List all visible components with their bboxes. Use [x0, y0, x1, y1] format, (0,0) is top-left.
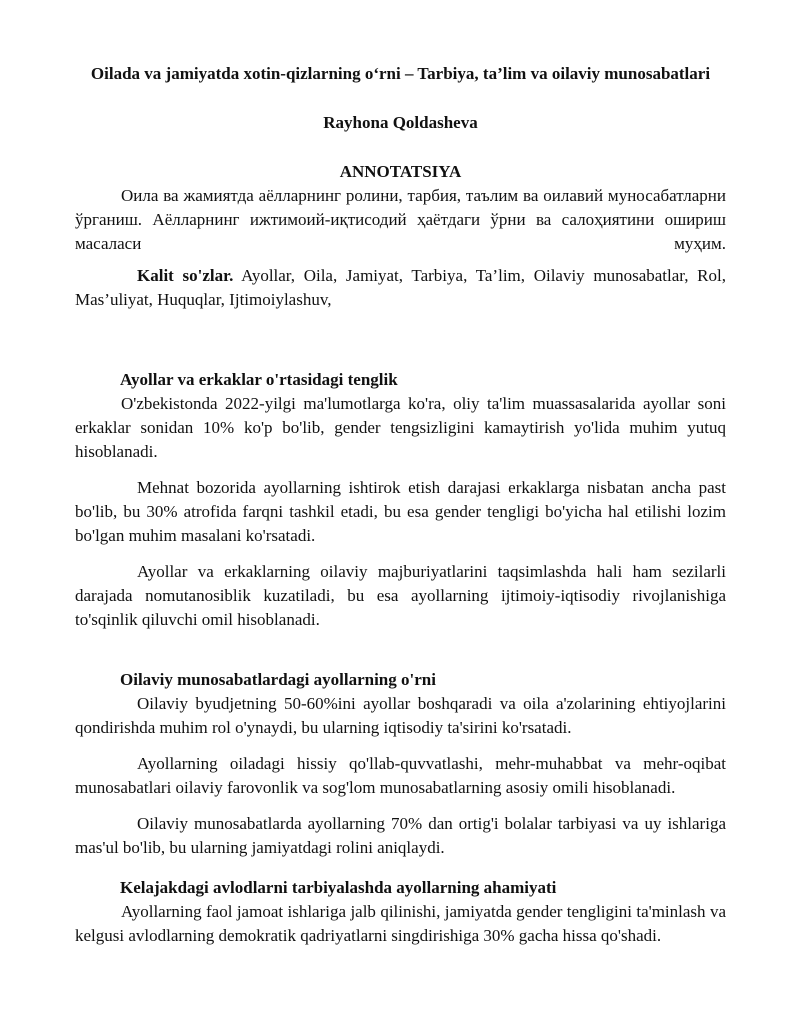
body-paragraph: O'zbekistonda 2022-yilgi ma'lumotlarga ko'ra, oliy ta'lim muassasalarida ayollar soni erkaklar sonidan 10% ko'p bo'lib, gender tengsizligini kamaytirish yo'lida muhim yutuq hisoblanadi.: [75, 394, 726, 461]
keywords-label: Kalit so'zlar.: [137, 266, 234, 285]
body-paragraph: Ayollarning faol jamoat ishlariga jalb qilinishi, jamiyatda gender tengligini ta'minlash va kelgusi avlodlarning demokratik qadriyatlarni singdirishiga 30% gacha hissa qo'shadi.: [75, 902, 726, 945]
document-title: Oilada va jamiyatda xotin-qizlarning o‘rni – Tarbiya, ta’lim va oilaviy munosabatlari: [90, 64, 711, 83]
author-name: Rayhona Qoldasheva: [323, 113, 478, 132]
annotation-heading: ANNOTATSIYA: [339, 162, 462, 181]
body-paragraph: Oilaviy munosabatlarda ayollarning 70% dan ortig'i bolalar tarbiyasi va uy ishlariga mas'ul bo'lib, bu ularning jamiyatdagi rolini aniqlaydi.: [75, 814, 726, 857]
body-paragraph: Oilaviy byudjetning 50-60%ini ayollar boshqaradi va oila a'zolarining ehtiyojlarini qondirishda muhim rol o'ynaydi, bu ularning iqtisodiy ta'sirini ko'rsatadi.: [75, 694, 726, 737]
body-paragraph: Mehnat bozorida ayollarning ishtirok etish darajasi erkaklarga nisbatan ancha past bo'lib, bu 30% atrofida farqni tashkil etadi, bu esa gender tengligi bo'yicha hal etilishi lozim bo'lgan muhim masalani ko'rsatadi.: [75, 478, 726, 545]
section-heading: Oilaviy munosabatlardagi ayollarning o'rni: [120, 670, 436, 689]
keywords-text: Ayollar, Oila, Jamiyat, Tarbiya, Ta’lim, Oilaviy munosabatlar, Rol, Mas’uliyat, Huquqlar, Ijtimoiylashuv,: [75, 266, 726, 309]
section-heading: Kelajakdagi avlodlarni tarbiyalashda ayollarning ahamiyati: [120, 878, 557, 897]
section-heading: Ayollar va erkaklar o'rtasidagi tenglik: [120, 370, 398, 389]
keywords-paragraph: [75, 264, 726, 312]
document-page: [75, 62, 726, 948]
body-paragraph: Ayollar va erkaklarning oilaviy majburiyatlarini taqsimlashda hali ham sezilarli darajada nomutanosiblik kuzatiladi, bu esa ayollarning ijtimoiy-iqtisodiy rivojlanishiga to'sqinlik qiluvchi omil hisoblanadi.: [75, 562, 726, 629]
annotation-text: Оила ва жамиятда аёлларнинг ролини, тарбия, таълим ва оилавий муносабатларни ўрганиш. Аёлларнинг ижтимоий-иқтисодий ҳаётдаги ўрни ва салоҳиятини ошириш масаласи муҳим.: [75, 186, 726, 253]
body-paragraph: Ayollarning oiladagi hissiy qo'llab-quvvatlashi, mehr-muhabbat va mehr-oqibat munosabatlari oilaviy farovonlik va sog'lom munosabatlarning asosiy omili hisoblanadi.: [75, 754, 726, 797]
